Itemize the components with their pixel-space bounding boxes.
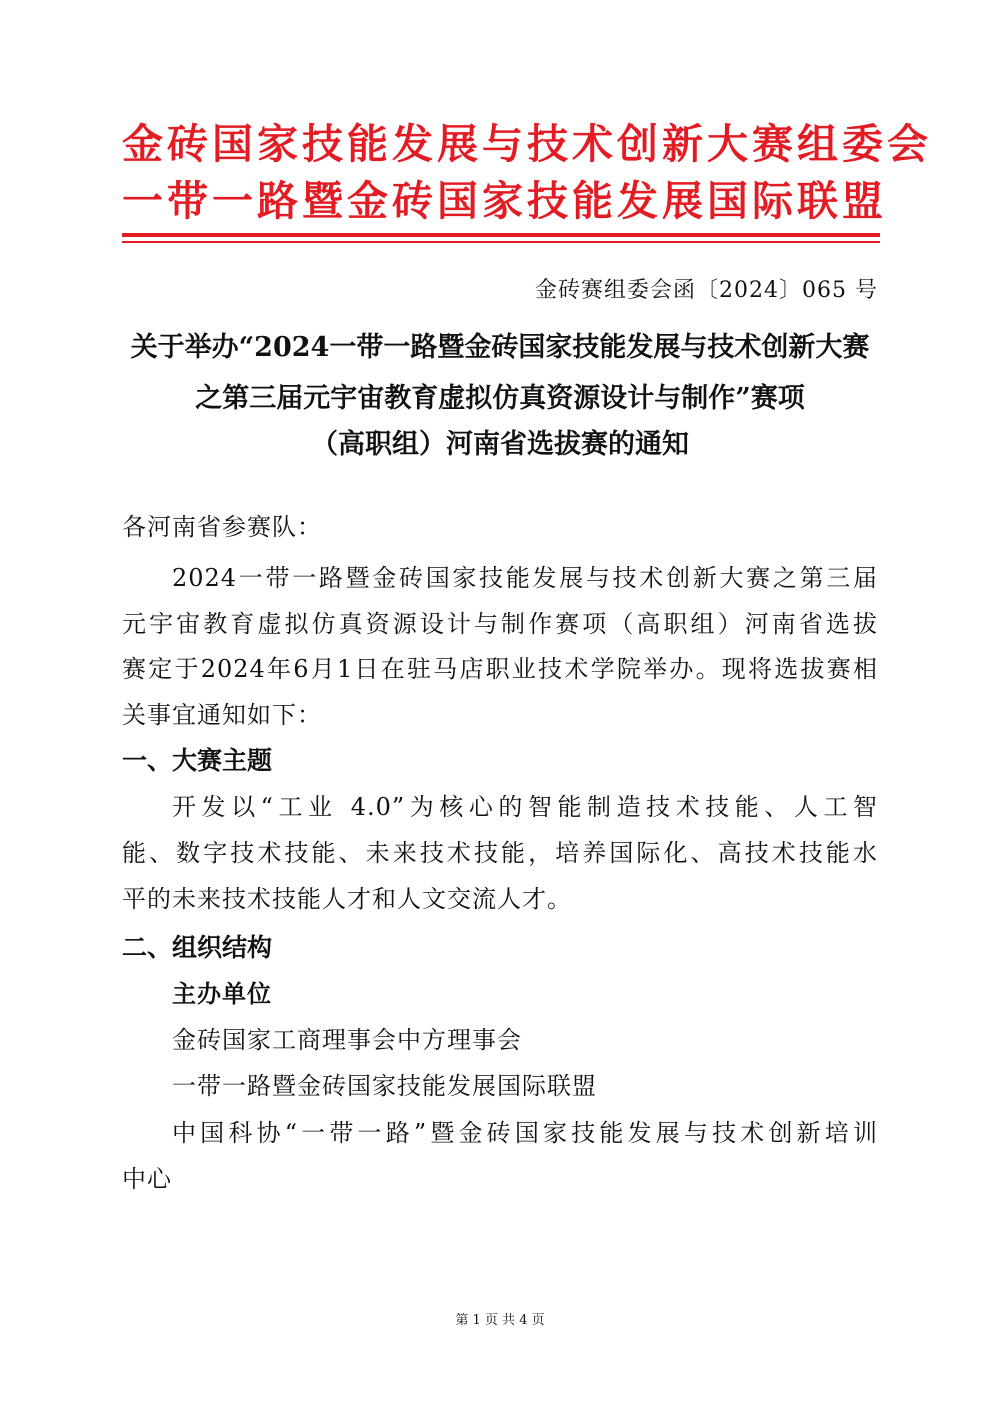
intro-paragraph-line: 2024一带一路暨金砖国家技能发展与技术创新大赛之第三届 <box>172 564 878 592</box>
header-divider-thin <box>122 241 880 243</box>
theme-paragraph-line: 开发以“工业 4.0”为核心的智能制造技术技能、人工智 <box>172 793 878 821</box>
organizer-item-continued: 中心 <box>122 1165 172 1193</box>
document-number: 金砖赛组委会函〔2024〕065 号 <box>535 278 878 303</box>
notice-title-line-2: 之第三届元宇宙教育虚拟仿真资源设计与制作”赛项 <box>195 383 805 414</box>
organization-title-line-1: 金砖国家技能发展与技术创新大赛组委会 <box>122 120 932 168</box>
intro-paragraph-line: 关事宜通知如下： <box>122 701 322 729</box>
organizer-item: 金砖国家工商理事会中方理事会 <box>172 1026 522 1054</box>
notice-title-line-1: 关于举办“2024一带一路暨金砖国家技能发展与技术创新大赛 <box>130 332 870 363</box>
section-heading-organization: 二、组织结构 <box>122 933 273 962</box>
theme-paragraph-line: 平的未来技术技能人才和人文交流人才。 <box>122 885 572 913</box>
theme-paragraph-line: 能、数字技术技能、未来技术技能，培养国际化、高技术技能水 <box>122 839 878 867</box>
organizer-item: 一带一路暨金砖国家技能发展国际联盟 <box>172 1072 597 1100</box>
intro-paragraph-line: 元宇宙教育虚拟仿真资源设计与制作赛项（高职组）河南省选拔 <box>122 610 878 638</box>
subheading-host-units: 主办单位 <box>172 979 272 1008</box>
notice-title-line-3: （高职组）河南省选拔赛的通知 <box>311 429 689 460</box>
page-number-footer: 第 1 页 共 4 页 <box>455 1313 545 1328</box>
header-divider-thick <box>122 233 880 237</box>
intro-paragraph-line: 赛定于2024年6月1日在驻马店职业技术学院举办。现将选拔赛相 <box>122 655 878 683</box>
section-heading-theme: 一、大赛主题 <box>122 746 273 775</box>
organizer-item: 中国科协“一带一路”暨金砖国家技能发展与技术创新培训 <box>172 1119 878 1147</box>
organization-title-line-2: 一带一路暨金砖国家技能发展国际联盟 <box>122 177 887 225</box>
salutation: 各河南省参赛队： <box>122 513 322 541</box>
